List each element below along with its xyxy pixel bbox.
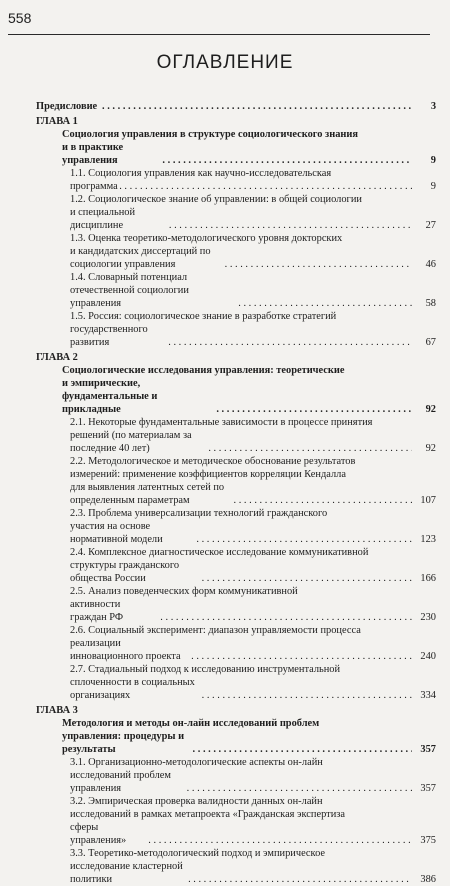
toc-entry-page: 9 <box>430 155 436 166</box>
toc-entry-page: 27 <box>425 220 436 231</box>
toc-entry-chapter-3[interactable] <box>36 730 436 756</box>
toc-entry-page: 92 <box>425 404 436 415</box>
toc-entry-line <box>36 468 436 481</box>
toc-entry-page: 375 <box>420 835 436 846</box>
toc-entry-page: 230 <box>420 612 436 623</box>
toc-entry-1-3[interactable] <box>36 245 436 271</box>
leader-dots <box>216 403 412 416</box>
toc-entry-text: решений (по материалам за последние 40 лет) <box>70 430 192 454</box>
leader-dots <box>225 258 412 271</box>
toc-entry-line <box>36 507 436 520</box>
toc-entry-line <box>36 310 436 323</box>
toc-entry-text: и в практике управления <box>62 142 124 166</box>
toc-entry-page: 357 <box>420 783 436 794</box>
toc-entry-text: государственного развития <box>70 324 148 348</box>
toc-entry-1-5[interactable] <box>36 323 436 349</box>
toc-entry-text: исследование кластерной политики <box>70 861 183 885</box>
toc-entry-text: и кандидатских диссертаций по социологии управления <box>70 246 211 270</box>
toc-entry-text: управления: процедуры и результаты <box>62 731 185 755</box>
toc-entry-text: активности граждан РФ <box>70 599 124 623</box>
toc-entry-text: Предисловие <box>36 101 98 112</box>
toc-entry-text: 1.1. Социология управления как научно-исследовательская <box>70 168 332 179</box>
toc-entry-preface[interactable] <box>36 100 436 113</box>
toc-entry-page: 357 <box>420 744 436 755</box>
toc-entry-text: и специальной дисциплине <box>70 207 136 231</box>
leader-dots <box>208 442 412 455</box>
chapter-heading <box>36 351 436 364</box>
chapter-label: ГЛАВА 1 <box>36 116 78 127</box>
toc-entry-3-2[interactable] <box>36 821 436 847</box>
leader-dots <box>102 100 412 113</box>
leader-dots <box>234 494 412 507</box>
toc-entry-3-1[interactable] <box>36 769 436 795</box>
toc-entry-2-7[interactable] <box>36 676 436 702</box>
leader-dots <box>188 873 412 886</box>
table-of-contents <box>36 100 436 886</box>
leader-dots <box>196 533 412 546</box>
leader-dots <box>148 834 412 847</box>
toc-entry-text: 1.3. Оценка теоретико-методологического уровня докторских <box>70 233 343 244</box>
toc-entry-page: 3 <box>430 101 437 112</box>
toc-entry-text: 3.3. Теоретико-методологический подход и эмпирическое <box>70 848 325 859</box>
toc-entry-text: структуры гражданского общества России <box>70 560 180 584</box>
leader-dots <box>162 154 412 167</box>
toc-entry-line <box>36 546 436 559</box>
toc-entry-page: 123 <box>420 534 436 545</box>
toc-entry-page: 92 <box>425 443 436 454</box>
toc-entry-line <box>36 585 436 598</box>
toc-entry-text: для выявления латентных сетей по определенным параметрам <box>70 482 225 506</box>
toc-entry-line <box>36 795 436 808</box>
toc-entry-2-6[interactable] <box>36 637 436 663</box>
toc-entry-text: исследований проблем управления <box>70 770 171 794</box>
toc-entry-line <box>36 193 436 206</box>
header-rule <box>8 34 430 35</box>
leader-dots <box>238 297 412 310</box>
toc-entry-page: 58 <box>425 298 436 309</box>
toc-entry-text: 1.5. Россия: социологическое знание в разработке стратегий <box>70 311 337 322</box>
toc-entry-text: сферы управления» <box>70 822 127 846</box>
toc-entry-text: 2.7. Стадиальный подход к исследованию инструментальной <box>70 664 341 675</box>
toc-entry-1-2[interactable] <box>36 206 436 232</box>
toc-entry-page: 386 <box>420 874 436 885</box>
chapter-heading <box>36 115 436 128</box>
toc-entry-line <box>36 624 436 637</box>
toc-entry-2-3[interactable] <box>36 520 436 546</box>
toc-entry-text: 2.1. Некоторые фундаментальные зависимости в процессе принятия <box>70 417 373 428</box>
toc-entry-line <box>36 847 436 860</box>
leader-dots <box>168 336 412 349</box>
toc-entry-text: Методология и методы он-лайн исследований проблем <box>62 718 320 729</box>
toc-entry-2-4[interactable] <box>36 559 436 585</box>
leader-dots <box>119 180 412 193</box>
toc-entry-text: 2.5. Анализ поведенческих форм коммуникативной <box>70 586 298 597</box>
leader-dots <box>193 743 412 756</box>
toc-entry-text: 1.2. Социологическое знание об управлении: в общей социологии <box>70 194 362 205</box>
chapter-heading <box>36 704 436 717</box>
toc-entry-line <box>36 663 436 676</box>
leader-dots <box>191 650 412 663</box>
page-number: 558 <box>8 10 32 26</box>
toc-entry-text: участия на основе нормативной модели <box>70 521 163 545</box>
toc-title: ОГЛАВЛЕНИЕ <box>156 52 294 73</box>
toc-entry-3-3[interactable] <box>36 860 436 886</box>
toc-entry-chapter-1[interactable] <box>36 141 436 167</box>
chapter-label: ГЛАВА 2 <box>36 352 78 363</box>
toc-entry-text: 3.1. Организационно-методологические аспекты он-лайн <box>70 757 323 768</box>
toc-entry-chapter-2[interactable] <box>36 377 436 416</box>
toc-entry-page: 107 <box>420 495 436 506</box>
chapter-label: ГЛАВА 3 <box>36 705 78 716</box>
toc-entry-text: реализации инновационного проекта <box>70 638 181 662</box>
toc-entry-text: Социология управления в структуре социологического знания <box>62 129 359 140</box>
toc-entry-text: исследований в рамках метапроекта «Гражданская экспертиза <box>70 809 345 820</box>
toc-entry-text: сплоченности в социальных организациях <box>70 677 195 701</box>
toc-entry-page: 9 <box>430 181 436 192</box>
leader-dots <box>169 219 412 232</box>
chapter-title-line <box>36 364 436 377</box>
toc-entry-text: Социологические исследования управления: теоретические <box>62 365 345 376</box>
toc-entry-line <box>36 167 436 180</box>
toc-entry-line <box>36 232 436 245</box>
toc-entry-text: и эмпирические, фундаментальные и прикладные <box>62 378 158 415</box>
toc-entry-2-2[interactable] <box>36 481 436 507</box>
toc-entry-line <box>36 416 436 429</box>
toc-entry-line <box>36 455 436 468</box>
toc-entry-2-1[interactable] <box>36 429 436 455</box>
chapter-title-line <box>36 717 436 730</box>
toc-entry-text: измерений: применение коэффициентов корреляции Кендалла <box>70 469 346 480</box>
toc-entry-page: 334 <box>420 690 436 701</box>
toc-entry-text: программа <box>70 181 118 192</box>
toc-entry-1-1[interactable] <box>36 180 436 193</box>
toc-entry-text: 2.6. Социальный эксперимент: диапазон управляемости процесса <box>70 625 361 636</box>
toc-entry-page: 46 <box>425 259 436 270</box>
leader-dots <box>160 611 412 624</box>
toc-entry-2-5[interactable] <box>36 598 436 624</box>
leader-dots <box>187 782 412 795</box>
toc-entry-text: 2.2. Методологическое и методическое обоснование результатов <box>70 456 356 467</box>
toc-entry-page: 240 <box>420 651 436 662</box>
toc-entry-line <box>36 808 436 821</box>
chapter-title-line <box>36 128 436 141</box>
toc-entry-page: 67 <box>425 337 436 348</box>
toc-entry-text: 1.4. Словарный потенциал отечественной социологии управления <box>70 272 189 309</box>
toc-entry-text: 2.4. Комплексное диагностическое исследование коммуникативной <box>70 547 369 558</box>
leader-dots <box>202 689 412 702</box>
toc-entry-text: 2.3. Проблема универсализации технологий гражданского <box>70 508 328 519</box>
leader-dots <box>202 572 412 585</box>
toc-entry-page: 166 <box>420 573 436 584</box>
toc-entry-line <box>36 756 436 769</box>
toc-entry-text: 3.2. Эмпирическая проверка валидности данных он-лайн <box>70 796 323 807</box>
toc-entry-1-4[interactable] <box>36 271 436 310</box>
